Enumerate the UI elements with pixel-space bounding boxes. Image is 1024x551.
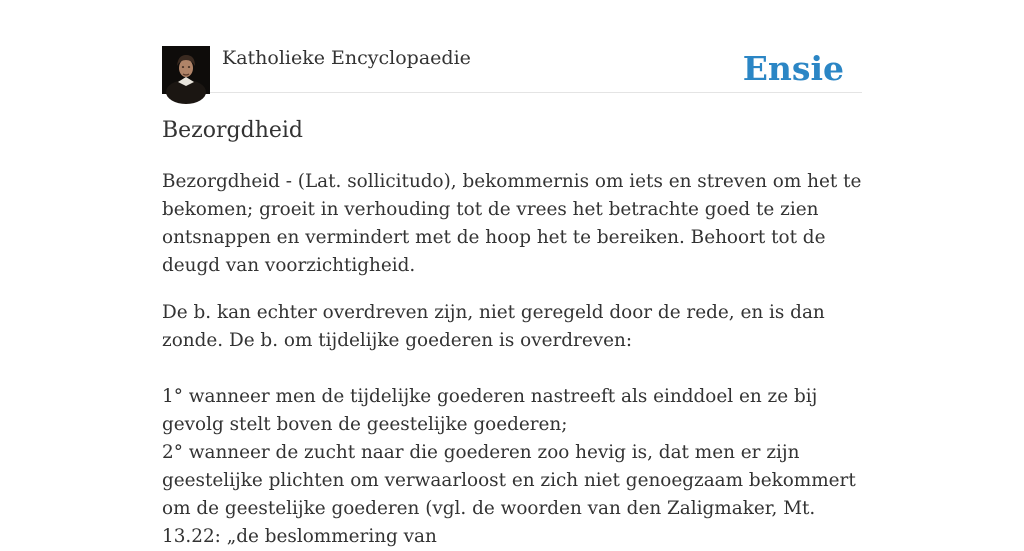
site-header [162,0,862,93]
page-title: Bezorgdheid [162,118,304,143]
list-item: 1° wanneer men de tijdelijke goederen nastreeft als einddoel en ze bij gevolg stelt boven de geestelijke goederen; [162,386,818,435]
portrait-avatar-icon [162,46,210,94]
article-page [162,0,862,547]
paragraph: Bezorgdheid - (Lat. sollicitudo), bekommernis om iets en streven om het te bekomen; groeit in verhouding tot de vrees het betrachte goed te zien ontsnappen en vermindert met de hoop het te bereiken. Behoort tot de deugd van voorzichtigheid. [162,171,862,276]
site-name[interactable]: Katholieke Encyclopaedie [222,47,471,69]
avatar[interactable] [162,46,210,94]
paragraph: De b. kan echter overdreven zijn, niet geregeld door de rede, en is dan zonde. De b. om tijdelijke goederen is overdreven: [162,302,825,351]
list-item: 2° wanneer de zucht naar die goederen zoo hevig is, dat men er zijn geestelijke plichten om verwaarloost en zich niet genoegzaam bekommert om de geestelijke goederen (vgl. de woorden van den Zaligmaker, Mt. 13.22: „de beslommering van [162,442,856,547]
article-body [162,168,862,551]
ensie-logo[interactable]: Ensie [742,49,844,88]
spacer [162,355,862,383]
